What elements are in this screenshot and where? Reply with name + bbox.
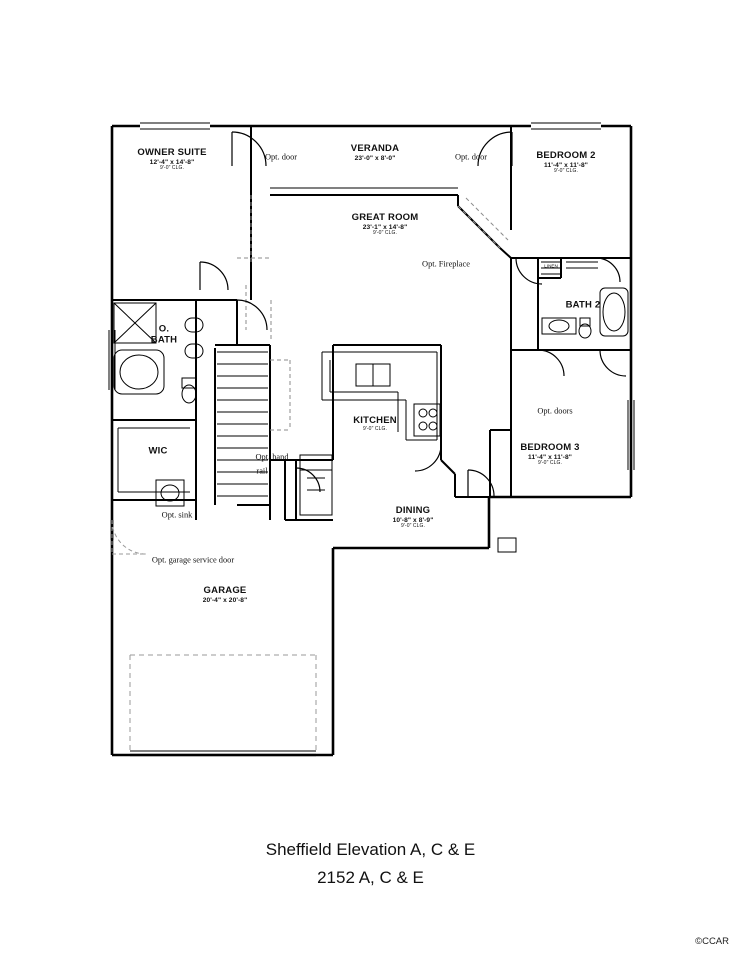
room-dim-bedroom-3: 11'-4" x 11'-8" (528, 453, 572, 461)
copyright-notice: ©CCAR (695, 936, 729, 947)
room-label-owner-bath (151, 324, 177, 345)
room-clg-kitchen: 9'-0" CLG. (362, 425, 387, 432)
room-label-owner-suite (137, 148, 206, 172)
room-name-bedroom-2: BEDROOM 2 (536, 150, 596, 162)
room-label-great-room (352, 213, 419, 237)
annotation-opt-hand-rail-line2: rail (256, 466, 268, 476)
room-dim-owner-suite: 12'-4" x 14'-8" (149, 158, 195, 166)
room-name-dining: DINING (395, 505, 431, 517)
room-name-owner-suite: OWNER SUITE (137, 147, 207, 159)
room-clg-dining: 9'-0" CLG. (400, 523, 426, 530)
annotation-opt-sink: Opt. sink (161, 510, 193, 520)
room-clg-owner-suite: 9'-0" CLG. (159, 165, 185, 172)
plan-caption-subtitle: 2152 A, C & E (317, 868, 424, 887)
room-name-great-room: GREAT ROOM (351, 212, 419, 224)
room-name-owner-bath-line1: O. (158, 323, 170, 335)
room-name-garage: GARAGE (203, 585, 247, 596)
room-dim-veranda: 23'-0" x 8'-0" (354, 154, 396, 162)
annotation-linen-closet: LINEN (544, 263, 558, 269)
room-label-bedroom-3 (520, 443, 579, 467)
room-name-wic: WIC (148, 445, 168, 457)
annotation-opt-doors: Opt. doors (537, 406, 573, 416)
room-name-owner-bath-line2: BATH (150, 334, 178, 345)
room-dim-great-room: 23'-1" x 14'-8" (362, 223, 408, 231)
room-label-kitchen (353, 416, 397, 432)
annotation-opt-hand-rail-line1: Opt. hand (255, 452, 289, 462)
room-name-bath-2: BATH 2 (565, 299, 601, 311)
room-clg-bedroom-3: 9'-0" CLG. (537, 460, 562, 467)
plan-caption-title: Sheffield Elevation A, C & E (265, 840, 476, 859)
room-label-veranda (351, 144, 399, 162)
annotation-opt-fireplace: Opt. Fireplace (422, 259, 470, 269)
room-dim-bedroom-2: 11'-4" x 11'-8" (544, 161, 588, 169)
room-label-bath-2 (566, 301, 601, 312)
annotation-opt-garage-service-door: Opt. garage service door (151, 555, 235, 565)
annotation-opt-door-left: Opt. door (264, 152, 298, 162)
room-dim-dining: 10'-8" x 8'-9" (392, 516, 434, 524)
room-name-veranda: VERANDA (350, 143, 400, 154)
room-dim-garage: 20'-4" x 20'-8" (202, 596, 248, 604)
room-label-garage (203, 586, 248, 604)
room-label-dining (393, 506, 434, 530)
annotation-opt-door-right: Opt. door (454, 152, 488, 162)
room-clg-bedroom-2: 9'-0" CLG. (553, 168, 578, 175)
room-label-bedroom-2 (536, 151, 595, 175)
room-name-kitchen: KITCHEN (353, 414, 397, 426)
room-label-wic (148, 447, 167, 458)
room-clg-great-room: 9'-0" CLG. (372, 230, 397, 237)
room-name-bedroom-3: BEDROOM 3 (520, 442, 580, 454)
